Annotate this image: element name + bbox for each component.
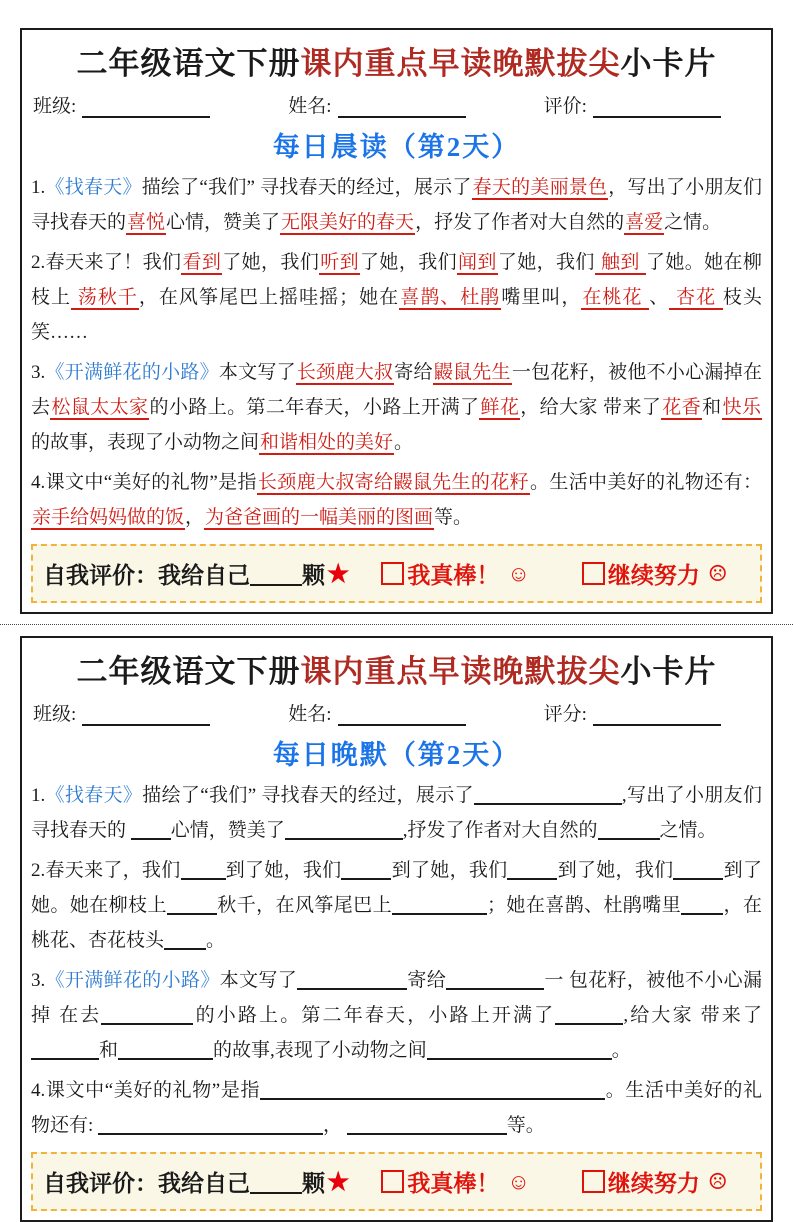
answer-text: 为爸爸画的一幅美丽的图画 [205, 507, 434, 528]
checkbox-icon [582, 562, 605, 585]
body-text: 秋千，在风筝尾巴上 [216, 895, 393, 916]
answer-text: 触到 [595, 252, 645, 273]
body-text: 4.课文中“美好的礼物”是指 [31, 1080, 261, 1101]
fill-in-blank [260, 1079, 605, 1100]
class-label: 班级: [33, 96, 77, 117]
body-text: 到了她，我们 [225, 860, 342, 881]
body-text: ；她在喜鹊、杜鹃嘴里 [487, 895, 682, 916]
body-text: 了她，我们 [222, 252, 320, 273]
self-evaluation-box [31, 544, 762, 603]
fill-in-blank [347, 1114, 507, 1135]
body-text: ，抒发了作者对大自然的 [415, 212, 625, 233]
answer-text: 长颈鹿大叔 [296, 362, 394, 383]
passage-1 [31, 170, 762, 240]
answer-text: 亲手给妈妈做的饭 [32, 507, 185, 528]
title-highlight: 课内重点早读晚默拔尖 [300, 46, 621, 81]
body-text: 的故事，表现了小动物之间 [31, 432, 260, 453]
fill-in-blank [598, 819, 660, 840]
class-blank [82, 705, 210, 726]
body-text: 。 [206, 930, 226, 951]
star-count-blank [250, 561, 302, 586]
rating-label: 评价: [543, 96, 587, 117]
eval-unit: 颗 [302, 563, 325, 588]
body-text: ，写出了小朋友们寻找春天的 [31, 177, 762, 233]
answer-text: 看到 [182, 252, 222, 273]
body-text: 到了她，我们 [557, 860, 674, 881]
score-blank [593, 705, 721, 726]
class-blank [82, 97, 210, 118]
morning-reading-card [20, 28, 773, 614]
answer-text: 荡秋千 [72, 287, 138, 308]
body-text: ， [185, 507, 205, 528]
star-count-blank [250, 1169, 302, 1194]
answer-text: 花香 [662, 397, 702, 418]
answer-text: 松鼠太太家 [51, 397, 149, 418]
body-text: ，在桃花、杏花枝头 [31, 895, 762, 951]
star-icon: ★ [327, 1168, 350, 1196]
body-text: 2.春天来了！我们 [31, 252, 182, 273]
answer-text: 春天的美丽景色 [472, 177, 608, 198]
checkbox-icon [582, 1170, 605, 1193]
eval-option-label: 继续努力 [607, 1171, 700, 1196]
passage-2 [31, 853, 762, 958]
body-text: ， [323, 1115, 347, 1136]
passage-2 [31, 245, 762, 350]
body-text: 。 [611, 1040, 631, 1061]
body-text: ，在风筝尾巴上摇哇摇；她在 [138, 287, 400, 308]
body-text: 描绘了“我们” 寻找春天的经过，展示了 [142, 785, 474, 806]
body-text: 3. [31, 970, 46, 991]
name-label: 姓名: [288, 96, 332, 117]
body-text: 2.春天来了，我们 [31, 860, 181, 881]
eval-unit: 颗 [302, 1171, 325, 1196]
passage-4 [31, 1073, 762, 1143]
book-title: 《找春天》 [45, 785, 143, 806]
body-text: 心情，赞美了 [170, 820, 285, 841]
checkbox-icon [381, 1170, 404, 1193]
body-text: 之情。 [659, 820, 717, 841]
passage-3 [31, 355, 762, 460]
card-title [31, 34, 762, 85]
fill-in-blank [98, 1114, 323, 1135]
answer-text: 喜爱 [625, 212, 664, 233]
evening-dictation-card [20, 636, 773, 1222]
fill-in-blank [181, 859, 226, 880]
title-post: 小卡片 [620, 654, 717, 689]
rating-blank [593, 97, 721, 118]
fill-in-blank [101, 1004, 193, 1025]
score-label: 评分: [543, 704, 587, 725]
daily-heading: 每日晨读（第2天） [272, 132, 521, 162]
fill-in-blank [31, 1039, 99, 1060]
fill-in-blank [131, 819, 171, 840]
body-text: 。 [394, 432, 414, 453]
answer-text: 鲜花 [480, 397, 520, 418]
body-text: 的故事,表现了小动物之间 [213, 1040, 427, 1061]
body-text: 3. [31, 362, 46, 383]
self-evaluation-box [31, 1152, 762, 1211]
star-icon: ★ [327, 560, 350, 588]
name-blank [338, 705, 466, 726]
eval-prefix: 自我评价：我给自己 [43, 563, 250, 588]
body-text: 。生活中美好的礼物还有： [529, 472, 762, 493]
body-text: ,给大家 带来了 [623, 1005, 762, 1026]
body-text: 嘴里叫， [501, 287, 582, 308]
sad-face-icon: ☹ [707, 1168, 728, 1194]
body-text: 了她。她在柳枝上 [31, 252, 762, 308]
body-text: 等。 [434, 507, 473, 528]
body-text: 、 [649, 287, 670, 308]
eval-option-label: 我真棒！ [407, 563, 500, 588]
smiley-face-icon: ☺ [507, 1168, 530, 1194]
title-post: 小卡片 [620, 46, 717, 81]
answer-text: 在桃花 [582, 287, 649, 308]
name-label: 姓名: [288, 704, 332, 725]
sad-face-icon: ☹ [707, 560, 728, 586]
body-text: 到了她，我们 [391, 860, 508, 881]
body-text: 的小路上。第二年春天，小路上开满了 [149, 397, 480, 418]
answer-text: 听到 [320, 252, 360, 273]
fill-in-blank [118, 1039, 213, 1060]
answer-text: 长颈鹿大叔寄给鼹鼠先生的花籽 [257, 472, 529, 493]
eval-prefix: 自我评价：我给自己 [43, 1171, 250, 1196]
body-text: 和 [99, 1040, 119, 1061]
book-title: 《找春天》 [45, 177, 142, 198]
eval-option-great [381, 557, 529, 590]
info-row [31, 693, 762, 728]
eval-option-keep-trying [582, 1165, 728, 1198]
fill-in-blank [164, 929, 206, 950]
eval-option-label: 继续努力 [607, 563, 700, 588]
body-text: 本文写了 [219, 970, 298, 991]
body-text: 寄给 [407, 970, 447, 991]
answer-text: 鼹鼠先生 [433, 362, 511, 383]
fill-in-blank [167, 894, 217, 915]
body-text: 1. [31, 177, 46, 198]
body-text: 一包花籽，被他不小心漏掉在去 [31, 362, 762, 418]
eval-option-great [381, 1165, 529, 1198]
card-title [31, 642, 762, 693]
fill-in-blank [427, 1039, 612, 1060]
daily-heading: 每日晚默（第2天） [272, 740, 521, 770]
body-text: 之情。 [664, 212, 722, 233]
body-text: 心情，赞美了 [166, 212, 281, 233]
book-title: 《开满鲜花的小路》 [45, 970, 220, 991]
body-text: 到了她。她在柳枝上 [31, 860, 762, 916]
fill-in-blank [555, 1004, 623, 1025]
answer-text: 喜悦 [127, 212, 166, 233]
fill-in-blank [474, 784, 622, 805]
fill-in-blank [673, 859, 723, 880]
body-text: 一 包花籽，被他不小心漏掉 在去 [31, 970, 762, 1026]
passage-1 [31, 778, 762, 848]
page-cut-line [0, 624, 793, 625]
smiley-face-icon: ☺ [507, 560, 530, 586]
book-title: 《开满鲜花的小路》 [45, 362, 219, 383]
fill-in-blank [341, 859, 391, 880]
title-pre: 二年级语文下册 [76, 654, 301, 689]
body-text: 了她，我们 [360, 252, 458, 273]
body-text: ，给大家 带来了 [520, 397, 662, 418]
answer-text: 快乐 [722, 397, 761, 418]
passage-3 [31, 963, 762, 1068]
body-text: 4.课文中“美好的礼物”是指 [31, 472, 257, 493]
answer-text: 杏花 [670, 287, 722, 308]
body-text: 和 [702, 397, 722, 418]
body-text: 的小路上。第二年春天，小路上开满了 [193, 1005, 556, 1026]
answer-text: 无限美好的春天 [281, 212, 415, 233]
fill-in-blank [392, 894, 487, 915]
answer-text: 喜鹊、杜鹃 [400, 287, 501, 308]
answer-text: 闻到 [458, 252, 497, 273]
name-blank [338, 97, 466, 118]
fill-in-blank [681, 894, 723, 915]
body-text: 。生活中美好的礼物还有: [31, 1080, 762, 1136]
body-text: 本文写了 [218, 362, 296, 383]
fill-in-blank [297, 969, 407, 990]
answer-text: 和谐相处的美好 [260, 432, 394, 453]
body-text: 描绘了“我们” 寻找春天的经过，展示了 [141, 177, 472, 198]
body-text: ,写出了小朋友们寻找春天的 [31, 785, 762, 841]
checkbox-icon [381, 562, 404, 585]
eval-option-label: 我真棒！ [407, 1171, 500, 1196]
title-pre: 二年级语文下册 [76, 46, 301, 81]
body-text: 寄给 [394, 362, 433, 383]
body-text: ,抒发了作者对大自然的 [402, 820, 598, 841]
passage-4 [31, 465, 762, 535]
class-label: 班级: [33, 704, 77, 725]
info-row [31, 85, 762, 120]
body-text: 等。 [506, 1115, 545, 1136]
fill-in-blank [446, 969, 544, 990]
body-text: 枝头笑…… [31, 287, 762, 343]
title-highlight: 课内重点早读晚默拔尖 [300, 654, 621, 689]
body-text: 1. [31, 785, 46, 806]
eval-option-keep-trying [582, 557, 728, 590]
body-text: 了她，我们 [497, 252, 595, 273]
fill-in-blank [285, 819, 403, 840]
fill-in-blank [507, 859, 557, 880]
